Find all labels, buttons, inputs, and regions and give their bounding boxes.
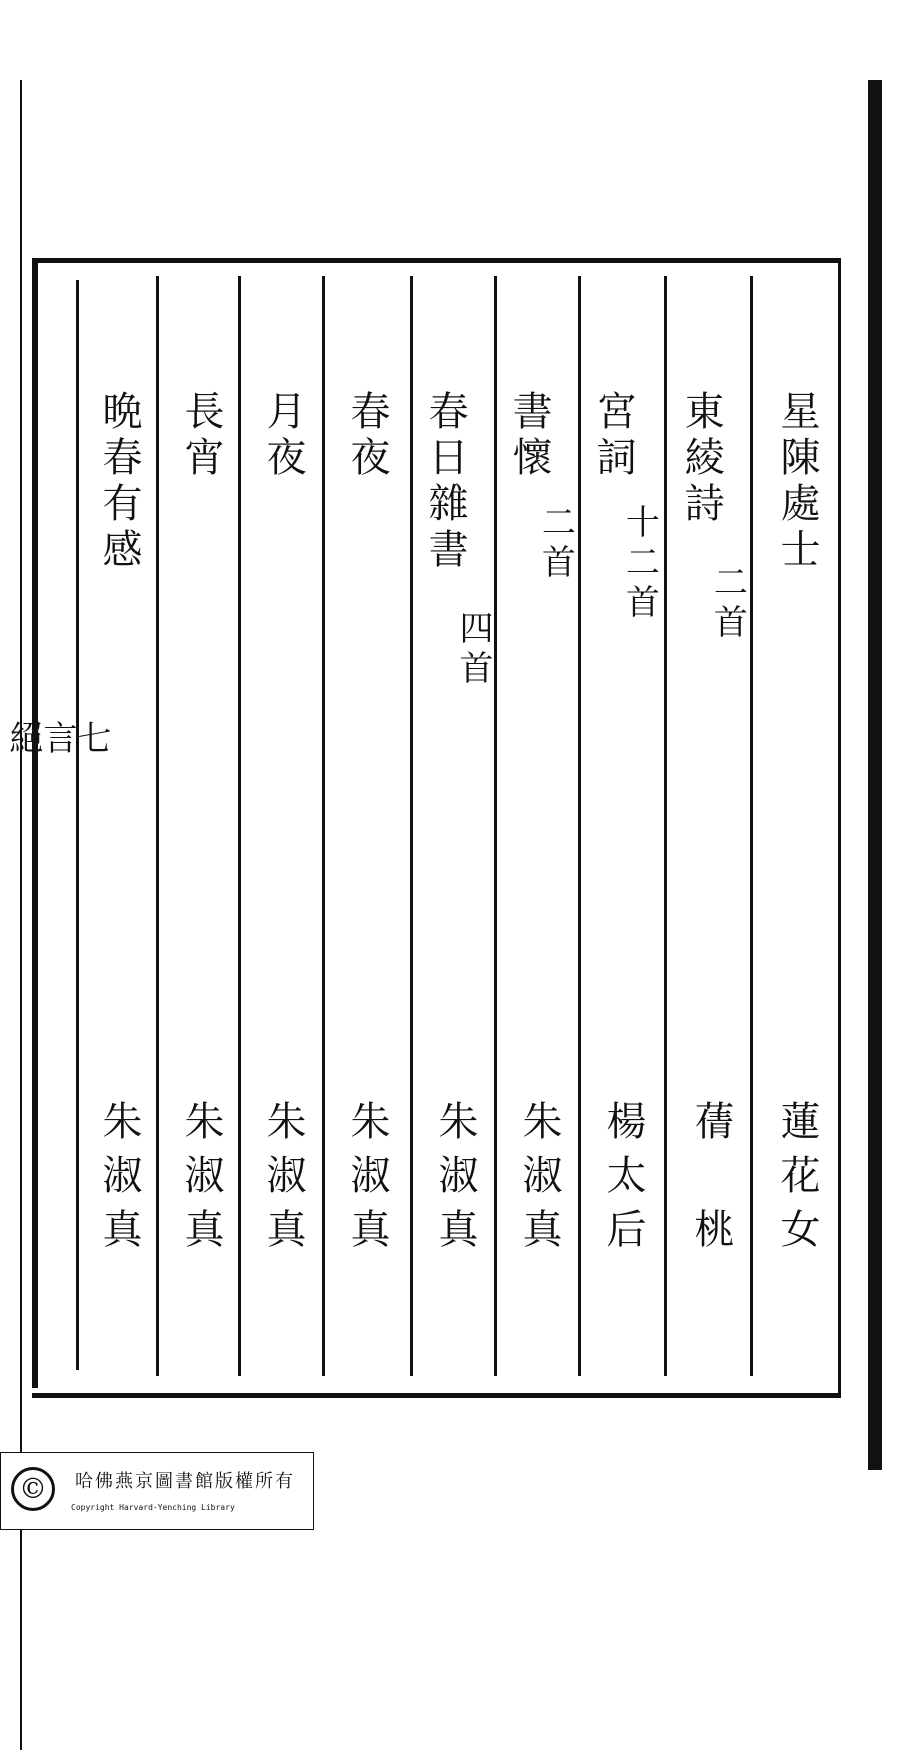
entry-author: 朱淑真 xyxy=(516,1100,562,1262)
entry-author: 朱淑真 xyxy=(260,1100,306,1262)
entry-title: 書懷 xyxy=(506,390,553,482)
entry-column xyxy=(756,384,838,1374)
entry-column xyxy=(670,384,752,1374)
entry-column xyxy=(242,384,324,1374)
entry-note: 二首 xyxy=(535,504,576,584)
entry-column xyxy=(160,384,242,1374)
entry-title: 宮詞 xyxy=(590,390,637,482)
entry-title: 長宵 xyxy=(178,390,224,482)
entry-note: 四首 xyxy=(453,610,494,690)
copyright-stamp xyxy=(0,1452,314,1530)
entry-note: 十二首 xyxy=(619,504,660,624)
entry-column xyxy=(326,384,408,1374)
entry-author: 楊太后 xyxy=(600,1100,646,1262)
entry-title: 星陳處士 xyxy=(774,390,820,574)
entry-author: 朱淑真 xyxy=(432,1100,478,1262)
entry-note: 二首 xyxy=(707,564,748,644)
margin-label-text: 七言絕 xyxy=(3,720,111,764)
entry-title: 春日雜書 xyxy=(422,390,469,574)
copyright-chinese: 哈佛燕京圖書館版權所有 xyxy=(75,1471,295,1492)
column-divider xyxy=(410,276,413,1376)
copyright-english: Copyright Harvard-Yenching Library xyxy=(71,1503,235,1512)
column-divider xyxy=(664,276,667,1376)
entry-column xyxy=(78,384,160,1374)
entry-author: 蒨 桃 xyxy=(688,1100,734,1262)
frame-left-border xyxy=(32,258,38,1388)
entry-author: 朱淑真 xyxy=(344,1100,390,1262)
entry-title: 東綾詩 xyxy=(678,390,725,528)
entry-title: 月夜 xyxy=(260,390,306,482)
entry-column xyxy=(582,384,664,1374)
entry-column xyxy=(498,384,580,1374)
entry-author: 蓮花女 xyxy=(774,1100,820,1262)
copyright-icon: © xyxy=(11,1467,55,1511)
entry-author: 朱淑真 xyxy=(96,1100,142,1262)
entry-title: 晩春有感 xyxy=(96,390,142,574)
entry-author: 朱淑真 xyxy=(178,1100,224,1262)
right-edge-bar xyxy=(868,80,882,1470)
entry-column xyxy=(414,384,496,1374)
entry-title: 春夜 xyxy=(344,390,390,482)
